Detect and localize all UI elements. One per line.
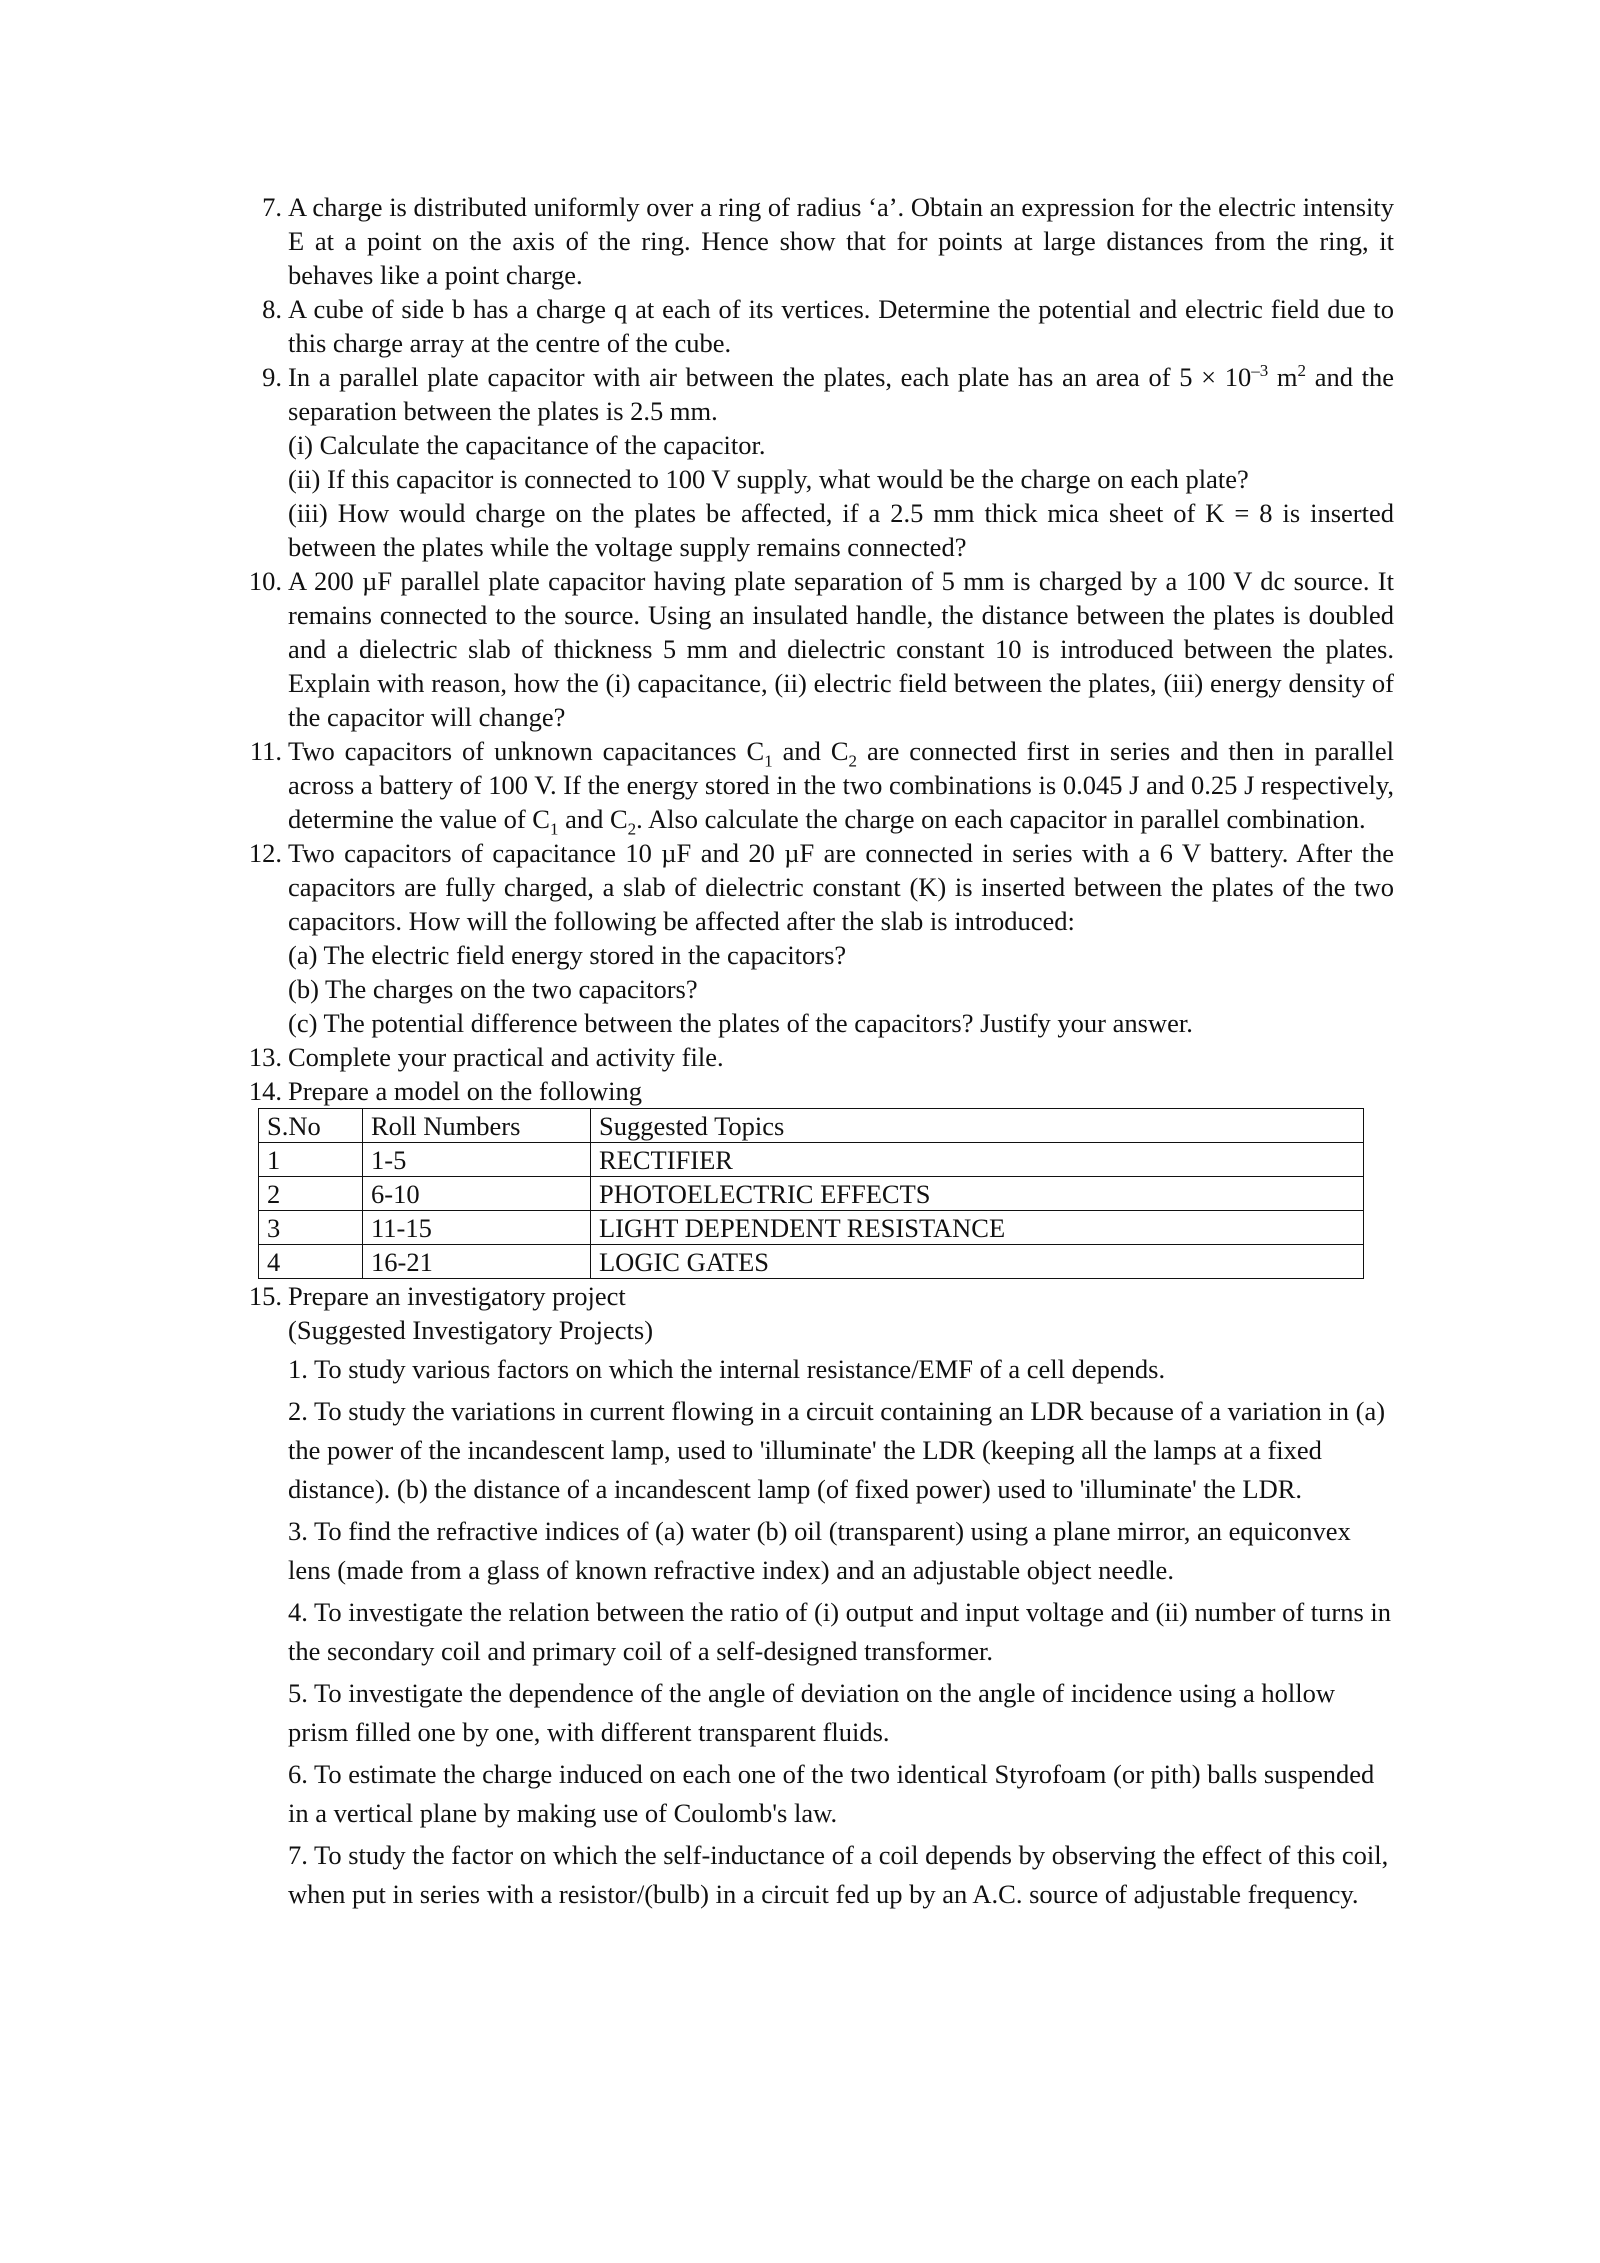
column-header: Roll Numbers [363, 1109, 591, 1143]
question-text: Complete your practical and activity file. [288, 1042, 724, 1072]
question-13 [238, 1040, 1394, 1074]
project-item: 7. To study the factor on which the self-inductance of a coil depends by observing the effect of this coil, when put in series with a resistor/(bulb) in a circuit fed up by an A.C. source of adjustable frequency. [288, 1840, 1389, 1909]
question-number: 7. [262, 192, 282, 222]
table-cell: 6-10 [363, 1177, 591, 1211]
text-run: are connected first in series and then in parallel across a battery of 100 V. If the energy stored in the two combinations is 0.045 J and 0.25 J respectively, determine the value of C [288, 736, 1395, 834]
project-item: 6. To estimate the charge induced on each one of the two identical Styrofoam (or pith) balls suspended in a vertical plane by making use of Coulomb's law. [288, 1759, 1375, 1828]
exponent: –3 [1251, 361, 1269, 381]
table-cell: 16-21 [363, 1245, 591, 1279]
table-cell: 11-15 [363, 1211, 591, 1245]
text-run: and C [772, 736, 849, 766]
project-item: 4. To investigate the relation between the ratio of (i) output and input voltage and (ii) number of turns in the secondary coil and primary coil of a self-designed transformer. [288, 1597, 1392, 1666]
question-number: 10. [248, 566, 282, 596]
table-cell: 1-5 [363, 1143, 591, 1177]
text-run: and the separation between the plates is 2.5 mm. [288, 362, 1394, 426]
column-header: Suggested Topics [591, 1109, 1364, 1143]
question-text: A cube of side b has a charge q at each of its vertices. Determine the potential and electric field due to this charge array at the centre of the cube. [288, 294, 1394, 358]
question-text [288, 360, 1394, 428]
subscript: 2 [627, 819, 637, 839]
question-number: 8. [262, 294, 282, 324]
question-10 [238, 564, 1394, 734]
question-11 [238, 734, 1395, 839]
project-item: 1. To study various factors on which the internal resistance/EMF of a cell depends. [288, 1354, 1166, 1384]
table-cell: 1 [259, 1143, 363, 1177]
table-cell: PHOTOELECTRIC EFFECTS [591, 1177, 1364, 1211]
table-row [259, 1211, 1364, 1245]
subscript: 2 [848, 751, 858, 771]
sub-question: (b) The charges on the two capacitors? [288, 974, 698, 1004]
question-number: 15. [248, 1281, 282, 1311]
table-cell: LIGHT DEPENDENT RESISTANCE [591, 1211, 1364, 1245]
subscript: 1 [549, 819, 559, 839]
text-run: m [1268, 362, 1298, 392]
question-number: 12. [248, 838, 282, 868]
sub-question: (c) The potential difference between the plates of the capacitors? Justify your answer. [288, 1008, 1193, 1038]
sub-question: (iii) How would charge on the plates be affected, if a 2.5 mm thick mica sheet of K = 8 is inserted between the plates while the voltage supply remains connected? [288, 498, 1394, 562]
question-text: A 200 µF parallel plate capacitor having plate separation of 5 mm is charged by a 100 V dc source. It remains connected to the source. Using an insulated handle, the distance between the plates is doubled and a dielectric slab of thickness 5 mm and dielectric constant 10 is introduced between the plates. Explain with reason, how the (i) capacitance, (ii) electric field between the plates, (iii) energy density of the capacitor will change? [288, 566, 1394, 732]
subscript: 1 [764, 751, 773, 771]
text-run: Two capacitors of unknown capacitances C [288, 736, 765, 766]
question-text: A charge is distributed uniformly over a ring of radius ‘a’. Obtain an expression for the electric intensity E at a point on the axis of the ring. Hence show that for points at large distances from the ring, it behaves like a point charge. [288, 192, 1394, 290]
table-row [259, 1245, 1364, 1279]
projects-subtitle: (Suggested Investigatory Projects) [288, 1315, 654, 1345]
text-run: and C [558, 804, 628, 834]
text-run: In a parallel plate capacitor with air between the plates, each plate has an area of 5 × 10 [288, 362, 1252, 392]
table-cell: 3 [259, 1211, 363, 1245]
question-text: Prepare an investigatory project [288, 1281, 626, 1311]
question-8 [238, 292, 1394, 360]
question-text [288, 734, 1395, 839]
column-header: S.No [259, 1109, 363, 1143]
question-15 [238, 1279, 1394, 1914]
text-run: . Also calculate the charge on each capacitor in parallel combination. [636, 804, 1366, 834]
question-14 [238, 1074, 1394, 1108]
table-row [259, 1143, 1364, 1177]
sub-question: (i) Calculate the capacitance of the capacitor. [288, 430, 766, 460]
table-row [259, 1177, 1364, 1211]
sub-question: (ii) If this capacitor is connected to 100 V supply, what would be the charge on each plate? [288, 464, 1249, 494]
project-item: 5. To investigate the dependence of the angle of deviation on the angle of incidence using a hollow prism filled one by one, with different transparent fluids. [288, 1678, 1336, 1747]
table-cell: LOGIC GATES [591, 1245, 1364, 1279]
question-number: 14. [248, 1076, 282, 1106]
question-list [238, 190, 1394, 1914]
table-cell: 4 [259, 1245, 363, 1279]
question-12 [238, 836, 1394, 1040]
project-item: 2. To study the variations in current flowing in a circuit containing an LDR because of a variation in (a) the power of the incandescent lamp, used to 'illuminate' the LDR (keeping all the lamps at a fixed distance). (b) the distance of a incandescent lamp (of fixed power) used to 'illuminate' the LDR. [288, 1396, 1386, 1504]
question-number: 9. [262, 362, 282, 392]
question-number: 11. [249, 736, 282, 766]
sub-question: (a) The electric field energy stored in the capacitors? [288, 940, 847, 970]
model-topics-table [258, 1108, 1364, 1279]
table-cell: 2 [259, 1177, 363, 1211]
question-number: 13. [248, 1042, 282, 1072]
question-7 [238, 190, 1394, 292]
table-header-row [259, 1109, 1364, 1143]
question-text: Prepare a model on the following [288, 1076, 642, 1106]
table-cell: RECTIFIER [591, 1143, 1364, 1177]
question-9 [238, 360, 1394, 564]
exponent: 2 [1297, 361, 1307, 381]
project-item: 3. To find the refractive indices of (a) water (b) oil (transparent) using a plane mirror, an equiconvex lens (made from a glass of known refractive index) and an adjustable object needle. [288, 1516, 1351, 1585]
question-text: Two capacitors of capacitance 10 µF and 20 µF are connected in series with a 6 V battery. After the capacitors are fully charged, a slab of dielectric constant (K) is inserted between the plates of the two capacitors. How will the following be affected after the slab is introduced: [288, 838, 1394, 936]
